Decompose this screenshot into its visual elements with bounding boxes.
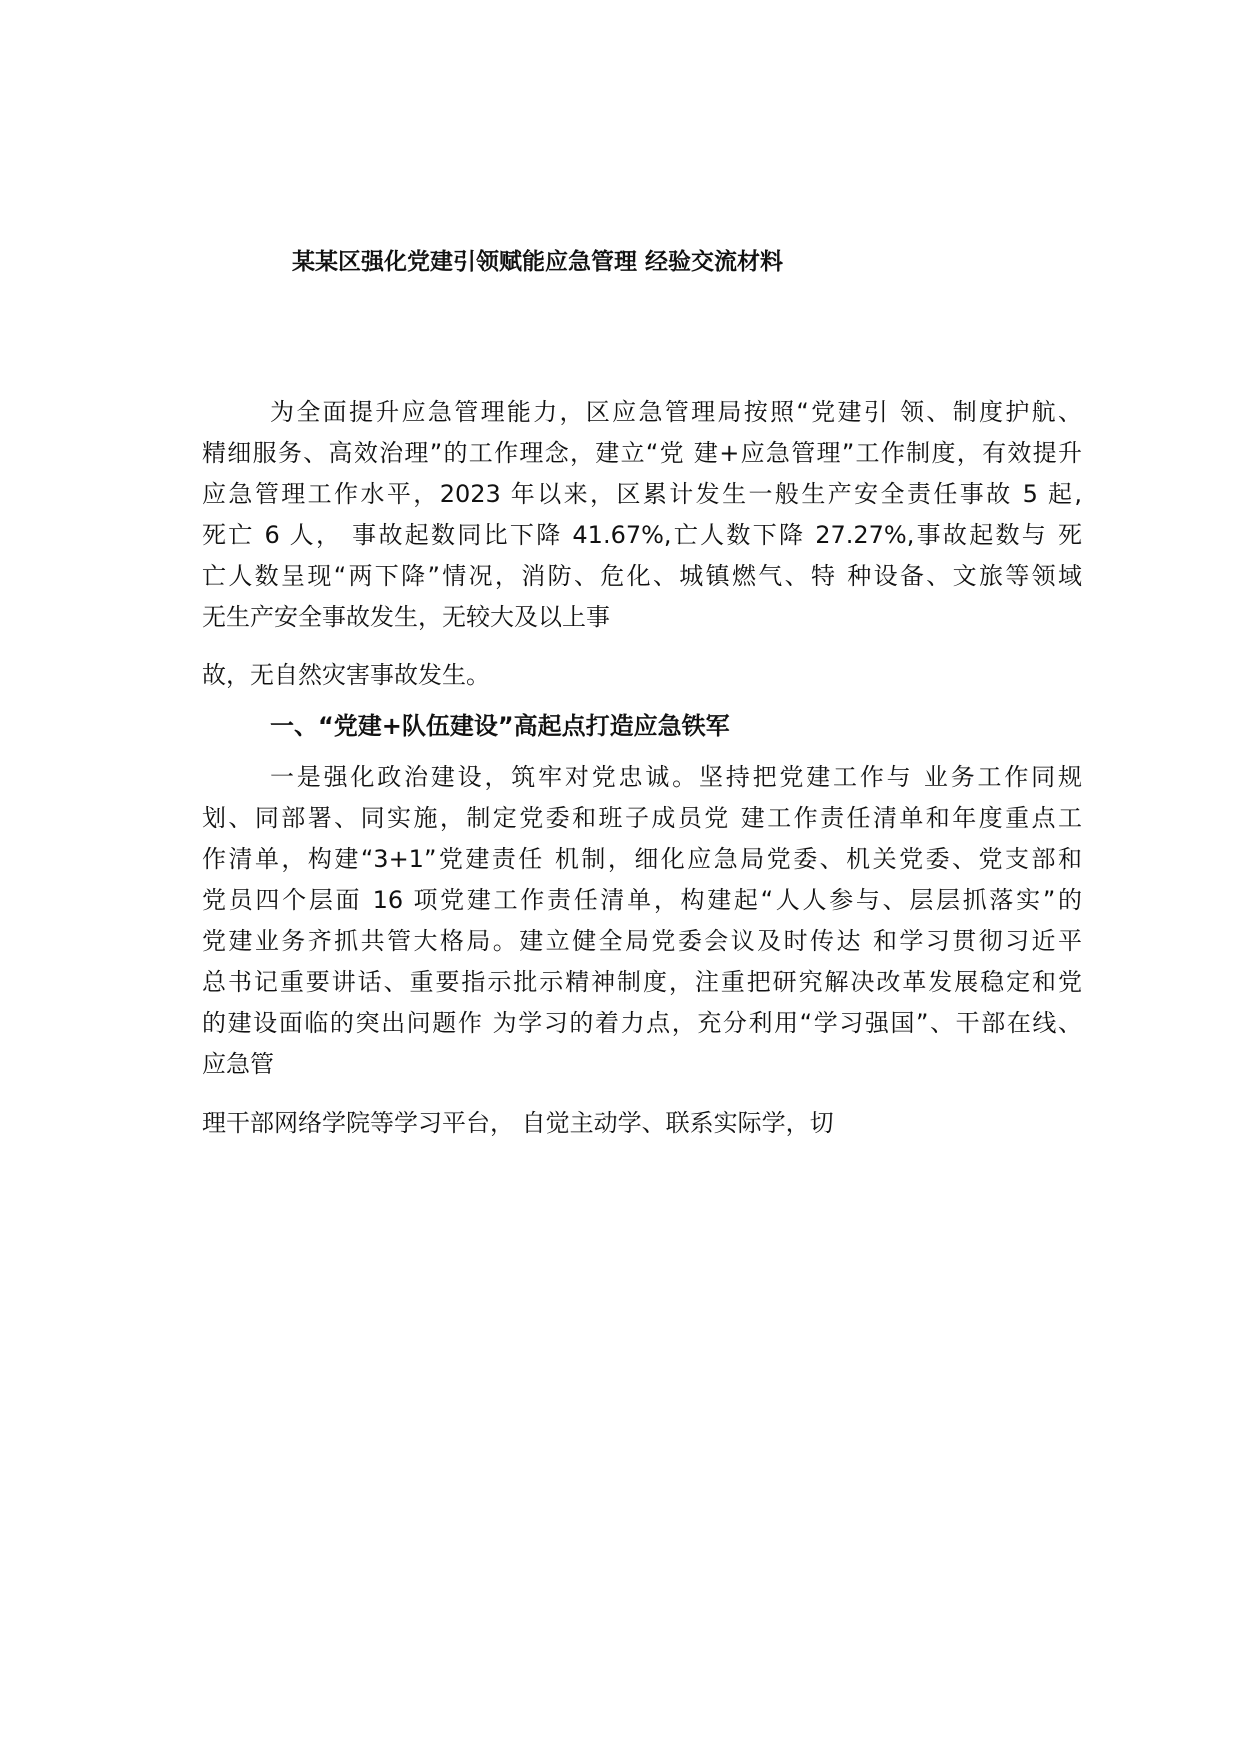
- section-line-2: 划、同部署、同实施，制定党委和班子成员党 建工作责任清单和年度重点工: [202, 804, 1082, 832]
- intro-line-5: 亡人数呈现“两下降”情况，消防、危化、城镇燃气、特 种设备、文旅等领域: [202, 562, 1082, 590]
- section-line-5: 党建业务齐抓共管大格局。建立健全局党委会议及时传达 和学习贯彻习近平: [202, 927, 1082, 955]
- intro-continuation-line: 故，无自然灾害事故发生。: [202, 661, 490, 689]
- intro-continuation: [202, 655, 1082, 696]
- section-paragraph: [202, 757, 1082, 1085]
- intro-line-1: 为全面提升应急管理能力，区应急管理局按照“党建引 领、制度护航、: [270, 398, 1082, 426]
- section-line-3: 作清单，构建“3+1”党建责任 机制，细化应急局党委、机关党委、党支部和: [202, 845, 1082, 873]
- document-title: 某某区强化党建引领赋能应急管理 经验交流材料: [292, 249, 784, 275]
- section-continuation: [202, 1103, 1082, 1144]
- section-line-6: 总书记重要讲话、重要指示批示精神制度，注重把研究解决改革发展稳定和党: [202, 968, 1082, 996]
- section-line-4: 党员四个层面 16 项党建工作责任清单，构建起“人人参与、层层抓落实”的: [202, 886, 1082, 914]
- intro-line-2: 精细服务、高效治理”的工作理念，建立“党 建+应急管理”工作制度，有效提升: [202, 439, 1082, 467]
- intro-line-3: 应急管理工作水平，2023 年以来，区累计发生一般生产安全责任事故 5 起,: [202, 480, 1082, 508]
- intro-paragraph: [202, 392, 1082, 638]
- section-line-1: 一是强化政治建设，筑牢对党忠诚。坚持把党建工作与 业务工作同规: [270, 763, 1082, 791]
- section-line-8: 应急管: [202, 1050, 274, 1078]
- intro-line-4: 死亡 6 人， 事故起数同比下降 41.67%,亡人数下降 27.27%,事故起数与 死: [202, 521, 1082, 549]
- section-line-7: 的建设面临的突出问题作 为学习的着力点，充分利用“学习强国”、干部在线、: [202, 1009, 1082, 1037]
- section-heading: 一、“党建+队伍建设”高起点打造应急铁军: [270, 712, 730, 740]
- intro-line-6: 无生产安全事故发生，无较大及以上事: [202, 603, 610, 631]
- section-continuation-line: 理干部网络学院等学习平台， 自觉主动学、联系实际学，切: [202, 1109, 834, 1137]
